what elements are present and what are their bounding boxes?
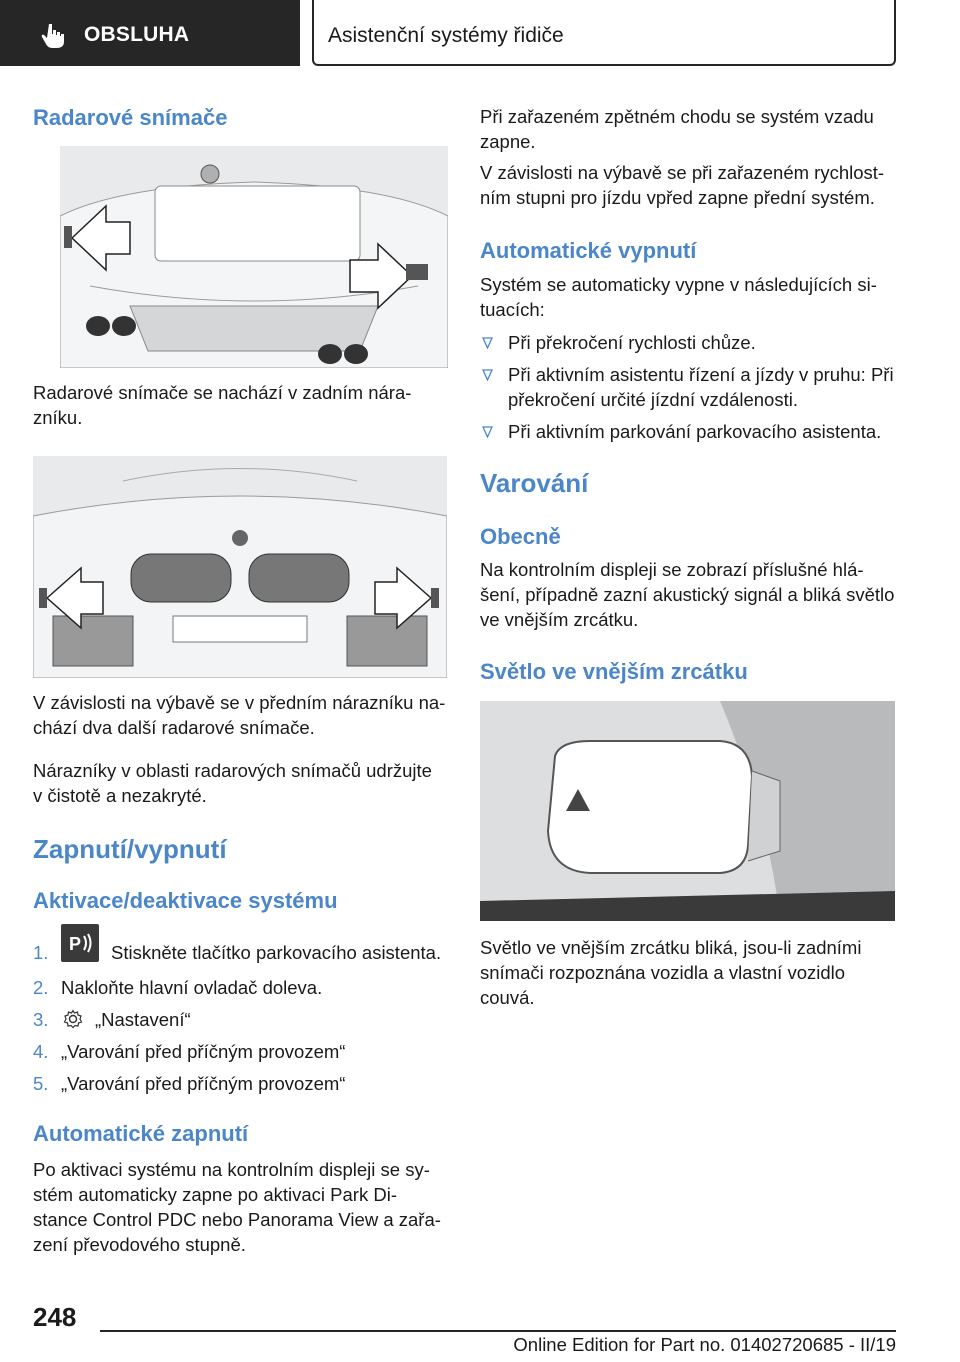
bullet-text [508, 362, 898, 412]
front-bumper-illustration [33, 456, 447, 678]
park-assist-button-icon [61, 924, 99, 962]
bullet-triangle-icon [482, 337, 493, 349]
section-label: OBSLUHA [84, 23, 190, 46]
text-line: stém automaticky zapne po aktivaci Park Di- [33, 1184, 397, 1205]
text-keep-clean [33, 758, 453, 808]
header-section-tab [0, 0, 300, 66]
text-rear-sensors [33, 380, 453, 430]
footer-rule [100, 1330, 896, 1332]
text-line: šení, případně zazní akustický signál a bliká světlo [480, 584, 895, 605]
text-line: Nárazníky v oblasti radarových snímačů udržujte [33, 760, 432, 781]
text-line: stance Control PDC nebo Panorama View a zařa- [33, 1209, 441, 1230]
chapter-title: Asistenční systémy řidiče [328, 24, 564, 47]
step-number: 2. [33, 977, 49, 998]
text-line: V závislosti na výbavě se při zařazeném rychlost- [480, 162, 885, 183]
text-line: ve vnějším zrcátku. [480, 609, 639, 630]
text-line: Radarové snímače se nachází v zadním nára- [33, 382, 412, 403]
step-number: 1. [33, 942, 49, 963]
text-reverse-gear [480, 104, 900, 154]
text-line: V závislosti na výbavě se v předním nárazníku na- [33, 692, 446, 713]
bullet-triangle-icon [482, 369, 493, 381]
text-auto-off [480, 272, 900, 322]
step-text: „Varování před příčným provozem“ [61, 1073, 346, 1094]
page-number: 248 [33, 1302, 77, 1332]
text-mirror-light [480, 935, 900, 1010]
text-line: tuacích: [480, 299, 545, 320]
bullet-triangle-icon [482, 426, 493, 438]
text-line: v čistotě a nezakryté. [33, 785, 207, 806]
text-line: Na kontrolním displeji se zobrazí příslušné hlá- [480, 559, 864, 580]
rear-bumper-illustration [60, 146, 448, 368]
heading-radar-sensors: Radarové snímače [33, 105, 228, 130]
text-line: Světlo ve vnějším zrcátku bliká, jsou-li zadními [480, 937, 862, 958]
text-line: chází dva další radarové snímače. [33, 717, 315, 738]
text-line: ním stupni pro jízdu vpřed zapne přední systém. [480, 187, 875, 208]
text-line: zapne. [480, 131, 536, 152]
svg-text:P: P [69, 934, 82, 954]
side-mirror-illustration [480, 701, 895, 921]
step-text: „Varování před příčným provozem“ [61, 1041, 346, 1062]
text-general [480, 557, 900, 632]
heading-auto-off: Automatické vypnutí [480, 238, 697, 263]
step-number: 4. [33, 1041, 49, 1062]
hand-pointer-icon [40, 22, 66, 48]
text-line: zníku. [33, 407, 83, 428]
text-front-sensors [33, 690, 453, 740]
edition-text: Online Edition for Part no. 01402720685 - II/19 [513, 1334, 896, 1355]
text-line: překročení určité jízdní vzdálenosti. [508, 389, 798, 410]
heading-warning: Varování [480, 468, 589, 498]
step-text: Stiskněte tlačítko parkovacího asistenta. [111, 942, 442, 963]
text-line: snímači rozpoznána vozidla a vlastní vozidlo [480, 962, 846, 983]
text-auto-on [33, 1157, 453, 1257]
text-line: Při zařazeném zpětném chodu se systém vzadu [480, 106, 874, 127]
heading-activate-system: Aktivace/deaktivace systému [33, 888, 338, 913]
heading-mirror-light: Světlo ve vnějším zrcátku [480, 659, 748, 684]
header-chapter-box [312, 0, 896, 66]
step-text: Nakloňte hlavní ovladač doleva. [61, 977, 323, 998]
text-forward-gear [480, 160, 900, 210]
bullet-text: Při překročení rychlosti chůze. [508, 332, 756, 353]
text-line: zení převodového stupně. [33, 1234, 246, 1255]
step-number: 5. [33, 1073, 49, 1094]
text-line: Při aktivním asistentu řízení a jízdy v pruhu: Při [508, 364, 894, 385]
heading-on-off: Zapnutí/vypnutí [33, 834, 227, 864]
gear-icon [63, 1009, 83, 1029]
heading-auto-on: Automatické zapnutí [33, 1121, 249, 1146]
bullet-text: Při aktivním parkování parkovacího asistenta. [508, 421, 882, 442]
text-line: Po aktivaci systému na kontrolním displeji se sy- [33, 1159, 430, 1180]
text-line: Systém se automaticky vypne v následujících si- [480, 274, 877, 295]
step-text: „Nastavení“ [95, 1009, 191, 1030]
heading-general: Obecně [480, 524, 561, 549]
footer-edition [513, 1334, 896, 1356]
step-number: 3. [33, 1009, 49, 1030]
text-line: couvá. [480, 987, 535, 1008]
